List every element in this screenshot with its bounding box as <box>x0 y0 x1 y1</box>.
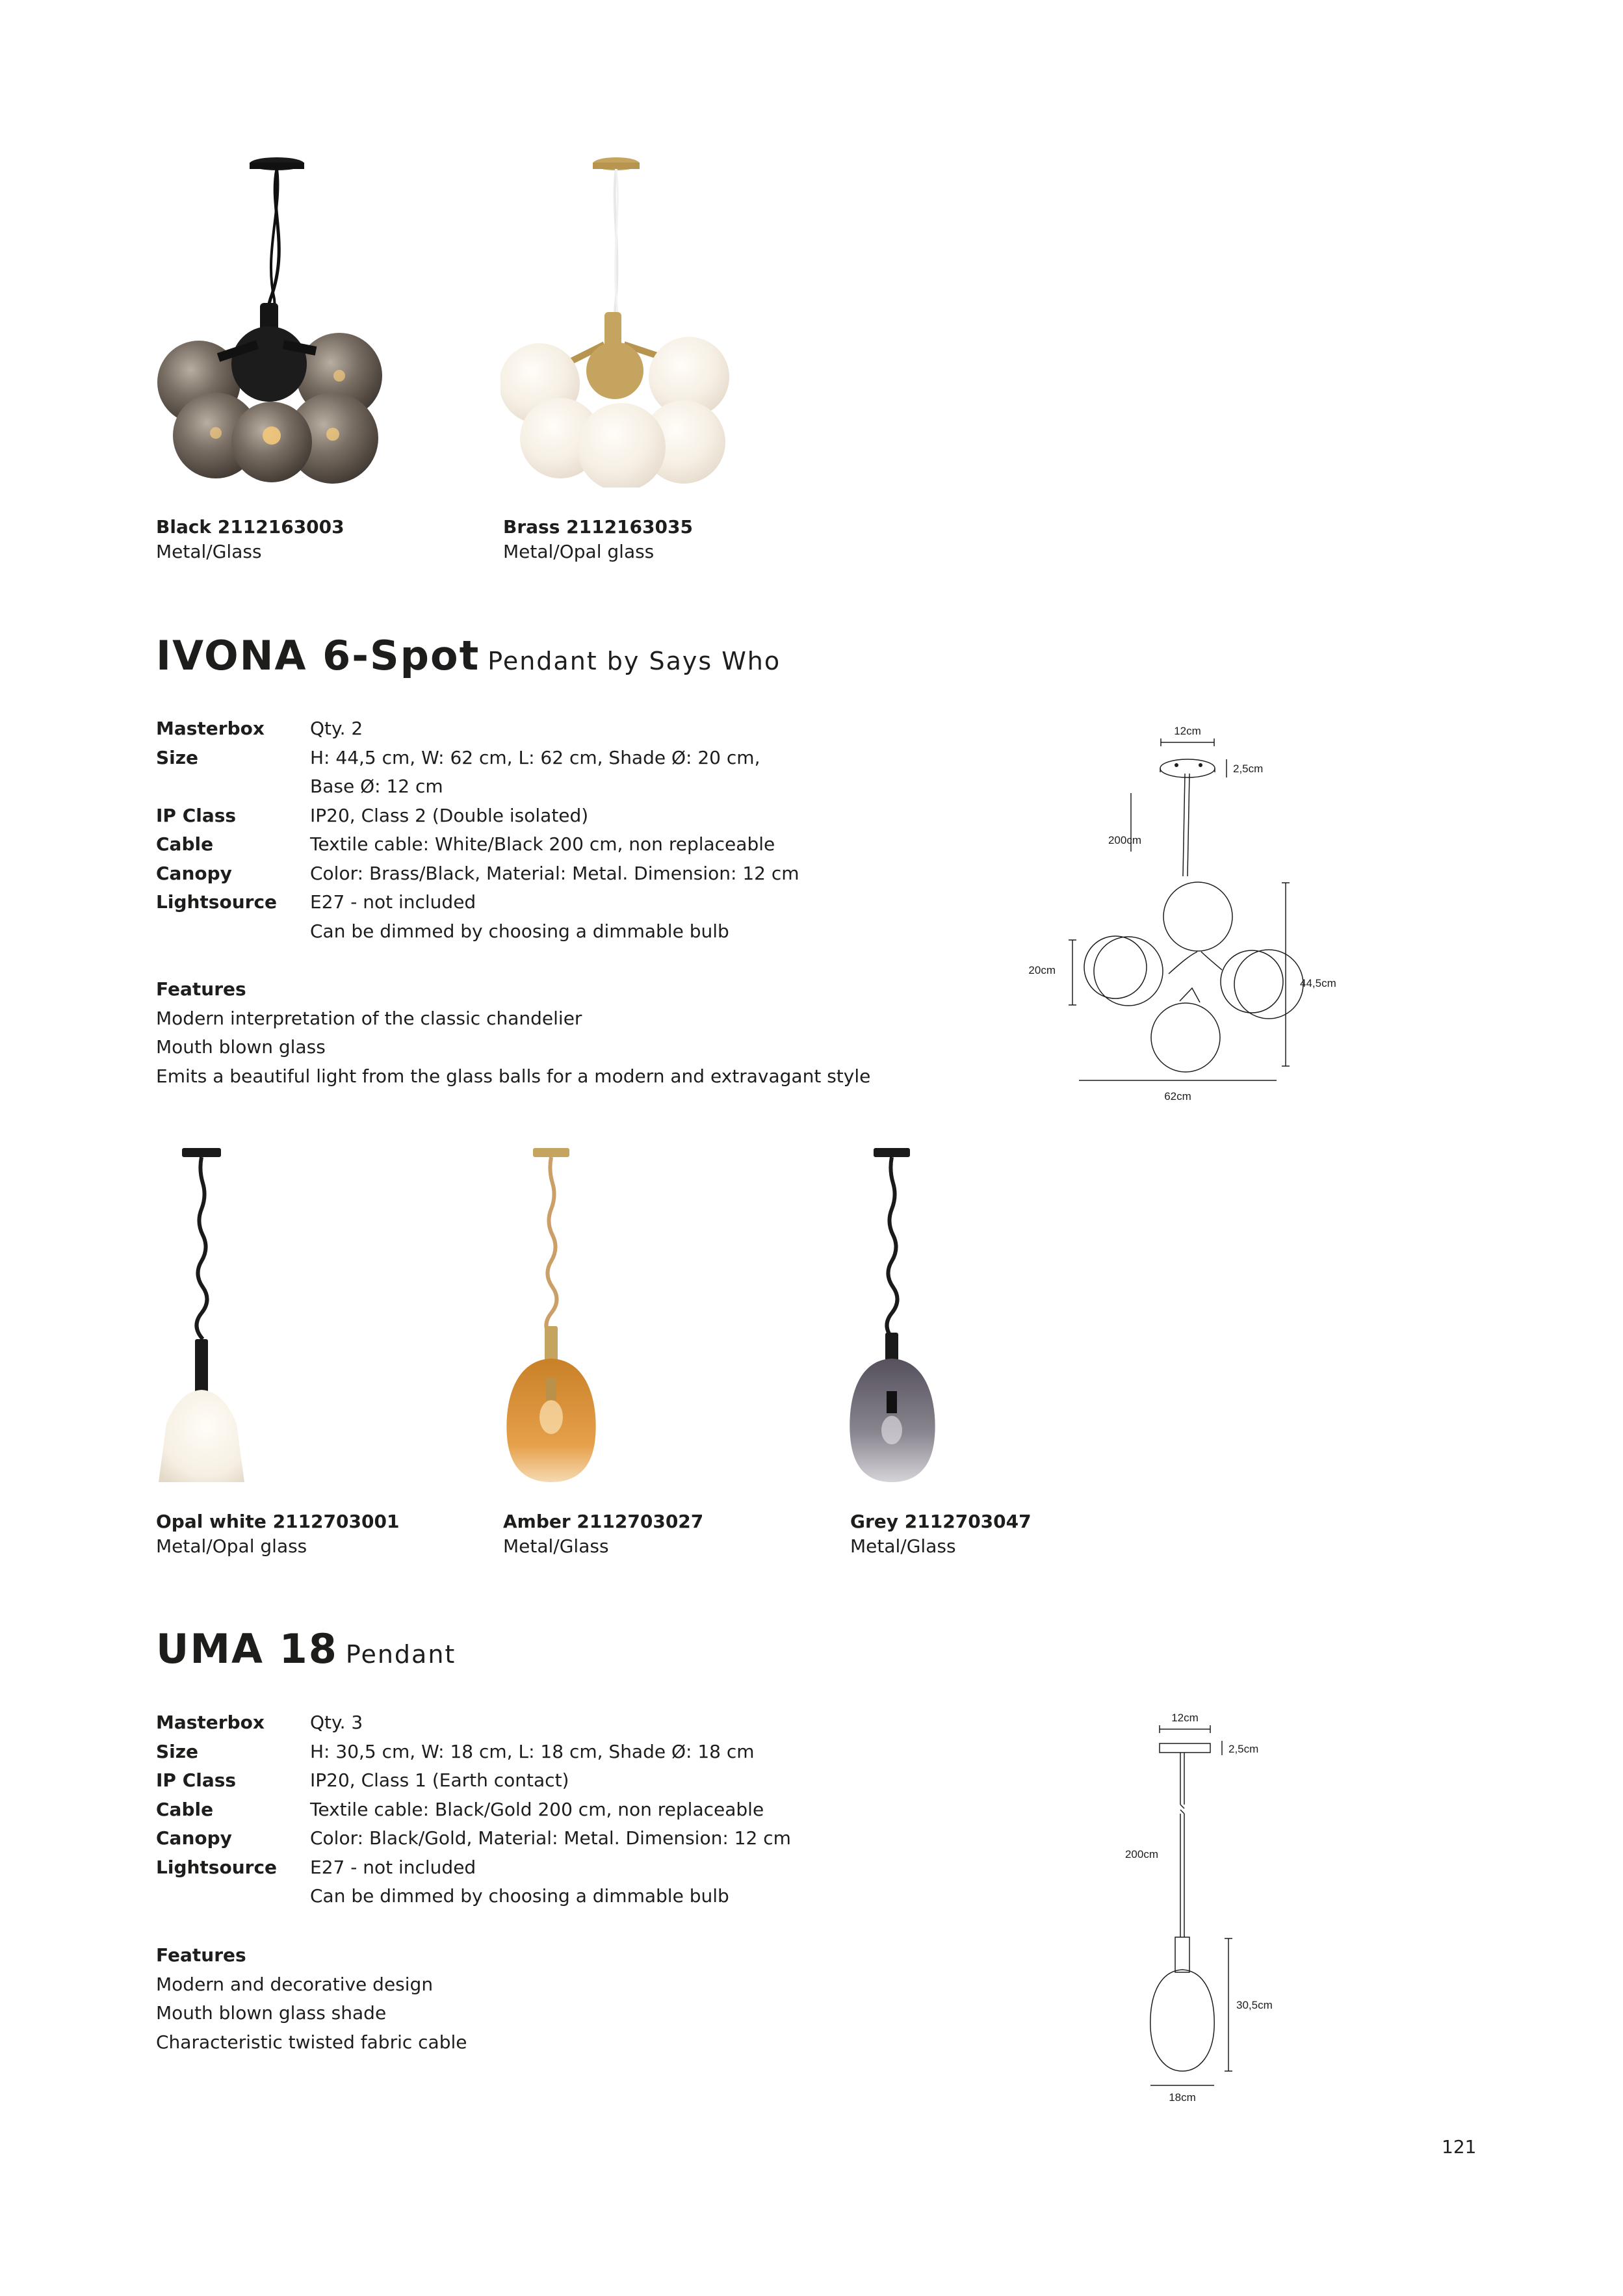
spec-value: Qty. 3 <box>310 1712 363 1733</box>
product-subtitle: Pendant by Says Who <box>487 647 781 675</box>
dim-shade: 20cm <box>1028 964 1056 976</box>
variant-caption <box>503 1509 703 1559</box>
variant-name: Opal white 2112703001 <box>156 1511 400 1532</box>
variant-material: Metal/Opal glass <box>503 541 655 562</box>
spec-row <box>156 1766 804 1795</box>
spec-label: IP Class <box>156 804 237 826</box>
spec-row <box>156 830 804 859</box>
spec-row <box>156 1795 804 1825</box>
spec-label: Lightsource <box>156 1856 278 1878</box>
spec-label: Lightsource <box>156 891 278 913</box>
spec-table <box>156 1708 804 1911</box>
variant-caption <box>156 515 344 564</box>
feature-item: Mouth blown glass <box>156 1036 326 1058</box>
ivona-black-photo <box>153 150 439 488</box>
spec-value: E27 - not included <box>310 1856 476 1878</box>
dim-canopy-height: 2,5cm <box>1228 1743 1259 1755</box>
features-list <box>156 975 870 1091</box>
spec-row <box>156 714 804 744</box>
spec-row <box>156 888 804 917</box>
variant-name: Grey 2112703047 <box>850 1511 1032 1532</box>
spec-value: Can be dimmed by choosing a dimmable bulb <box>310 1885 729 1907</box>
spec-label: Masterbox <box>156 1712 265 1733</box>
variant-name: Amber 2112703027 <box>503 1511 704 1532</box>
spec-row <box>156 744 804 802</box>
spec-value: Color: Brass/Black, Material: Metal. Dimension: 12 cm <box>310 862 799 884</box>
spec-row <box>156 1824 804 1853</box>
variant-material: Metal/Opal glass <box>156 1535 307 1557</box>
spec-value: H: 30,5 cm, W: 18 cm, L: 18 cm, Shade Ø: 18 cm <box>310 1740 755 1762</box>
spec-value: IP20, Class 1 (Earth contact) <box>310 1769 569 1791</box>
uma-opal-white-photo <box>153 1144 296 1482</box>
spec-row <box>156 1708 804 1738</box>
variant-name: Brass 2112163035 <box>503 516 693 538</box>
spec-label <box>156 1882 310 1911</box>
spec-row <box>156 1853 804 1883</box>
variant-caption <box>850 1509 1032 1559</box>
feature-item: Mouth blown glass shade <box>156 2002 387 2024</box>
dim-base: 12cm <box>1171 1712 1199 1724</box>
dim-cable: 200cm <box>1108 834 1141 846</box>
spec-label: Cable <box>156 1798 214 1820</box>
spec-value: Textile cable: White/Black 200 cm, non replaceable <box>310 833 775 855</box>
spec-label <box>156 917 310 946</box>
product-name: IVONA 6-Spot <box>156 632 480 679</box>
dim-base: 12cm <box>1174 725 1201 737</box>
spec-label: IP Class <box>156 1769 237 1791</box>
dim-width: 62cm <box>1164 1090 1191 1102</box>
spec-value: Color: Black/Gold, Material: Metal. Dimension: 12 cm <box>310 1827 791 1849</box>
spec-value: E27 - not included <box>310 891 476 913</box>
spec-table <box>156 714 804 946</box>
product-title <box>156 1625 456 1673</box>
feature-item: Characteristic twisted fabric cable <box>156 2031 467 2053</box>
spec-row <box>156 1738 804 1767</box>
dim-width: 18cm <box>1169 2091 1196 2104</box>
spec-label: Size <box>156 746 199 768</box>
uma-grey-photo <box>848 1144 991 1482</box>
spec-row <box>156 802 804 831</box>
spec-value: Textile cable: Black/Gold 200 cm, non replaceable <box>310 1798 764 1820</box>
product-title <box>156 632 781 679</box>
features-heading: Features <box>156 978 246 1000</box>
spec-value: IP20, Class 2 (Double isolated) <box>310 804 589 826</box>
features-heading: Features <box>156 1944 246 1966</box>
spec-label: Canopy <box>156 1827 232 1849</box>
spec-label: Masterbox <box>156 718 265 739</box>
spec-label: Canopy <box>156 862 232 884</box>
ivona-brass-photo <box>500 150 786 488</box>
spec-value: Can be dimmed by choosing a dimmable bulb <box>310 920 729 942</box>
dim-cable: 200cm <box>1124 1848 1158 1860</box>
product-name: UMA 18 <box>156 1625 338 1673</box>
variant-caption <box>156 1509 399 1559</box>
variant-material: Metal/Glass <box>156 541 262 562</box>
spec-row <box>156 859 804 889</box>
variant-material: Metal/Glass <box>850 1535 956 1557</box>
features-list <box>156 1941 467 2057</box>
dim-height: 30,5cm <box>1236 1999 1273 2011</box>
feature-item: Emits a beautiful light from the glass balls for a modern and extravagant style <box>156 1065 871 1087</box>
dim-height: 44,5cm <box>1300 977 1336 989</box>
spec-value: Qty. 2 <box>310 718 363 739</box>
spec-label: Cable <box>156 833 214 855</box>
product-subtitle: Pendant <box>345 1640 456 1669</box>
feature-item: Modern and decorative design <box>156 1973 434 1995</box>
variant-caption <box>503 515 693 564</box>
spec-row <box>156 917 804 946</box>
feature-item: Modern interpretation of the classic chandelier <box>156 1007 582 1029</box>
variant-name: Black 2112163003 <box>156 516 344 538</box>
spec-value: H: 44,5 cm, W: 62 cm, L: 62 cm, Shade Ø: 20 cm, Base Ø: 12 cm <box>310 746 760 797</box>
page-number: 121 <box>1442 2136 1477 2158</box>
dim-canopy-height: 2,5cm <box>1233 763 1264 775</box>
uma-dimension-drawing <box>1092 1703 1300 2106</box>
variant-material: Metal/Glass <box>503 1535 609 1557</box>
uma-amber-photo <box>500 1144 643 1482</box>
ivona-dimension-drawing <box>1014 715 1378 1118</box>
spec-row <box>156 1882 804 1911</box>
spec-label: Size <box>156 1740 199 1762</box>
